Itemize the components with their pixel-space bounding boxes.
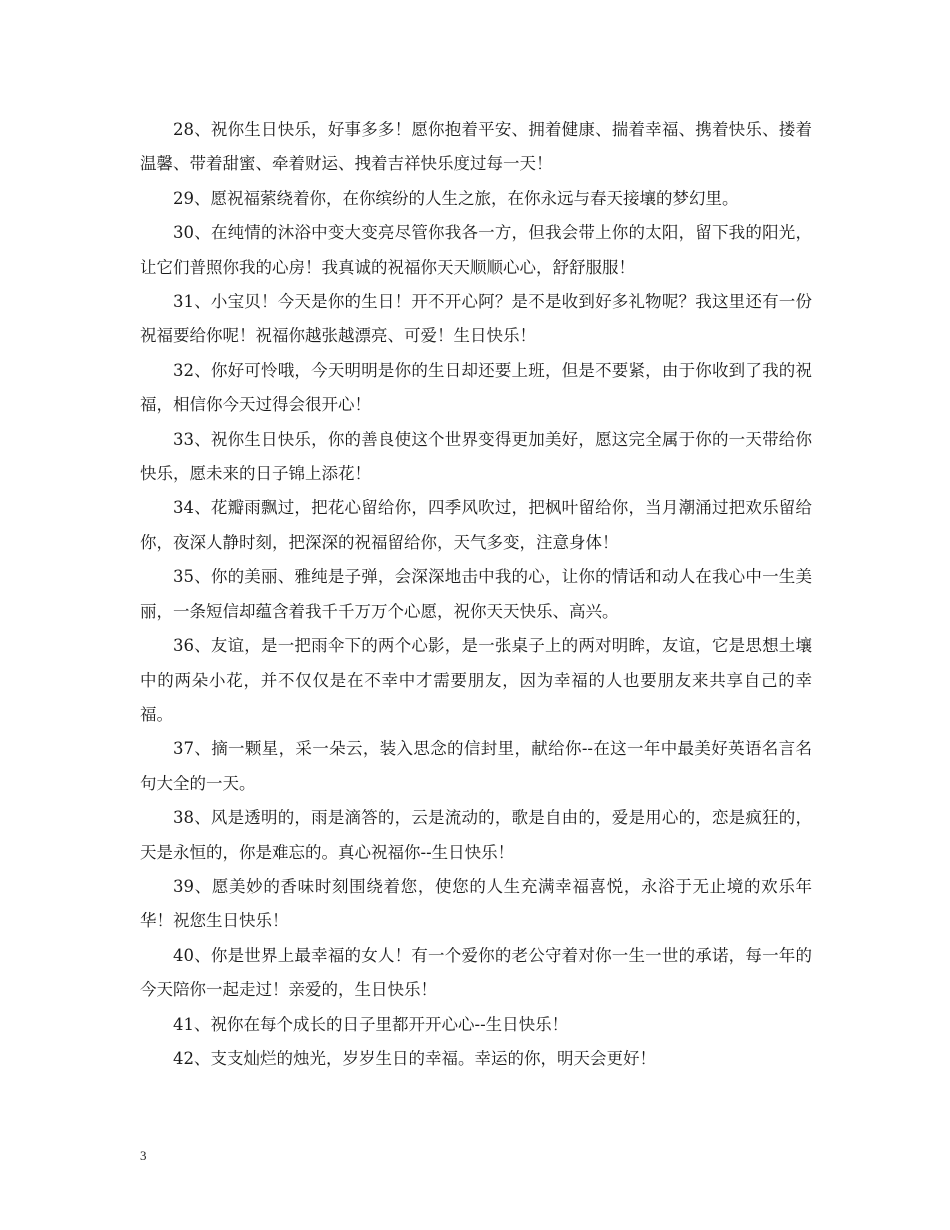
- paragraph-40: 40、你是世界上最幸福的女人！有一个爱你的老公守着对你一生一世的承诺，每一年的今天陪你一起走过！亲爱的，生日快乐！: [140, 945, 812, 1000]
- paragraph-37: 37、摘一颗星，采一朵云，装入思念的信封里，献给你--在这一年中最美好英语名言名句大全的一天。: [140, 739, 812, 793]
- paragraph-39: 39、愿美妙的香味时刻围绕着您，使您的人生充满幸福喜悦，永浴于无止境的欢乐年华！祝您生日快乐！: [140, 876, 812, 931]
- paragraph-32: 32、你好可怜哦，今天明明是你的生日却还要上班，但是不要紧，由于你收到了我的祝福，相信你今天过得会很开心！: [140, 360, 812, 415]
- paragraph-30: 30、在纯情的沐浴中变大变亮尽管你我各一方，但我会带上你的太阳，留下我的阳光，让它们普照你我的心房！我真诚的祝福你天天顺顺心心，舒舒服服！: [140, 223, 812, 277]
- document-body: [140, 113, 812, 1076]
- paragraph-34: 34、花瓣雨飘过，把花心留给你，四季风吹过，把枫叶留给你，当月潮涌过把欢乐留给你，夜深人静时刻，把深深的祝福留给你，天气多变，注意身体！: [140, 498, 812, 552]
- paragraph-38: 38、风是透明的，雨是滴答的，云是流动的，歌是自由的，爱是用心的，恋是疯狂的，天是永恒的，你是难忘的。真心祝福你--生日快乐！: [140, 808, 812, 862]
- page-number: 3: [140, 1148, 147, 1163]
- paragraph-28: 28、祝你生日快乐，好事多多！愿你抱着平安、拥着健康、揣着幸福、携着快乐、搂着温馨、带着甜蜜、牵着财运、拽着吉祥快乐度过每一天！: [140, 120, 812, 174]
- paragraph-35: 35、你的美丽、雅纯是子弹，会深深地击中我的心，让你的情话和动人在我心中一生美丽，一条短信却蕴含着我千千万万个心愿，祝你天天快乐、高兴。: [140, 567, 812, 621]
- paragraph-36: 36、友谊，是一把雨伞下的两个心影，是一张桌子上的两对明眸，友谊，它是思想土壤中的两朵小花，并不仅仅是在不幸中才需要朋友，因为幸福的人也要朋友来共享自己的幸福。: [140, 636, 812, 724]
- paragraph-31: 31、小宝贝！今天是你的生日！开不开心阿？是不是收到好多礼物呢？我这里还有一份祝福要给你呢！祝福你越张越漂亮、可爱！生日快乐！: [140, 292, 812, 346]
- paragraph-29: 29、愿祝福萦绕着你，在你缤纷的人生之旅，在你永远与春天接壤的梦幻里。: [173, 188, 739, 208]
- paragraph-42: 42、支支灿烂的烛光，岁岁生日的幸福。幸运的你，明天会更好！: [173, 1048, 656, 1068]
- paragraph-33: 33、祝你生日快乐，你的善良使这个世界变得更加美好，愿这完全属于你的一天带给你快乐，愿未来的日子锦上添花！: [140, 429, 812, 484]
- paragraph-41: 41、祝你在每个成长的日子里都开开心心--生日快乐！: [173, 1014, 569, 1034]
